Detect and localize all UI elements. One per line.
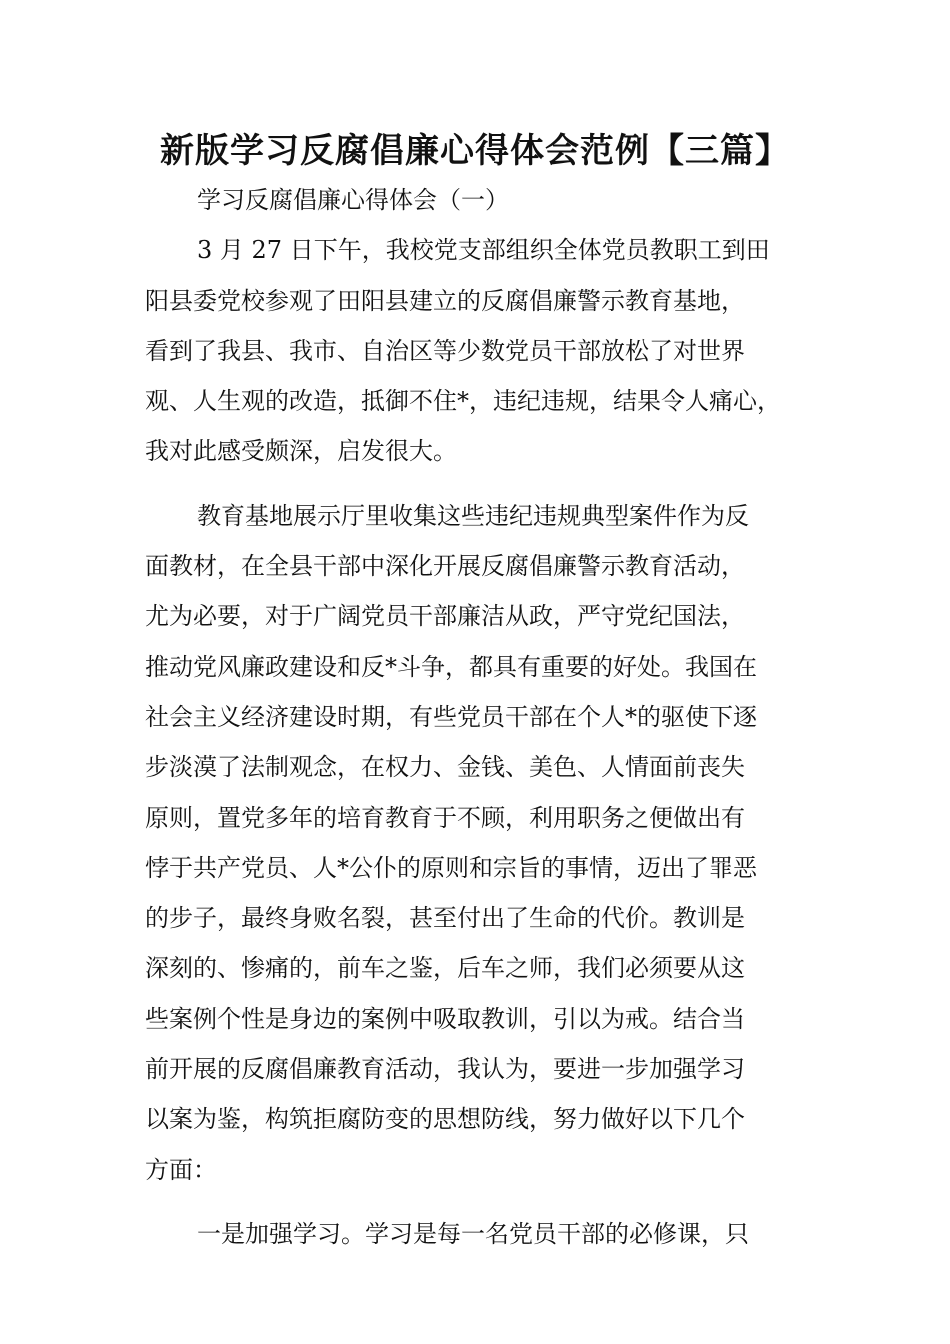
paragraph-line: 一是加强学习。学习是每一名党员干部的必修课，只 (197, 1219, 749, 1248)
paragraph-line: 面教材，在全县干部中深化开展反腐倡廉警示教育活动， (145, 552, 745, 581)
paragraph-line: 教育基地展示厅里收集这些违纪违规典型案件作为反 (197, 501, 749, 530)
paragraph-line: 尤为必要，对于广阔党员干部廉洁从政，严守党纪国法， (145, 602, 745, 631)
paragraph-line: 推动党风廉政建设和反*斗争，都具有重要的好处。我国在 (145, 652, 757, 681)
paragraph-line: 社会主义经济建设时期，有些党员干部在个人*的驱使下逐 (145, 702, 757, 731)
paragraph-2 (145, 491, 815, 1195)
paragraph-line: 深刻的、惨痛的，前车之鉴，后车之师，我们必须要从这 (145, 954, 745, 983)
paragraph-line: 我对此感受颇深，启发很大。 (145, 437, 457, 466)
paragraph-3 (145, 1209, 815, 1259)
paragraph-1 (145, 225, 815, 476)
paragraph-gap (145, 1195, 815, 1209)
document-title: 新版学习反腐倡廉心得体会范例【三篇】 (160, 131, 790, 171)
paragraph-line: 悖于共产党员、人*公仆的原则和宗旨的事情，迈出了罪恶 (145, 853, 757, 882)
paragraph-line: 些案例个性是身边的案例中吸取教训，引以为戒。结合当 (145, 1004, 745, 1033)
document-body (145, 175, 815, 1259)
paragraph-line: 看到了我县、我市、自治区等少数党员干部放松了对世界 (145, 336, 745, 365)
paragraph-gap (145, 477, 815, 491)
paragraph-line: 观、人生观的改造，抵御不住*，违纪违规，结果令人痛心， (145, 387, 781, 416)
paragraph-line: 以案为鉴，构筑拒腐防变的思想防线，努力做好以下几个 (145, 1105, 745, 1134)
paragraph-line: 的步子，最终身败名裂，甚至付出了生命的代价。教训是 (145, 904, 745, 933)
paragraph-line: 步淡漠了法制观念，在权力、金钱、美色、人情面前丧失 (145, 753, 745, 782)
paragraph-line: 原则，置党多年的培育教育于不顾，利用职务之便做出有 (145, 803, 745, 832)
paragraph-line: 方面： (145, 1155, 217, 1184)
paragraph-line: 阳县委党校参观了田阳县建立的反腐倡廉警示教育基地， (145, 286, 745, 315)
paragraph-line: 前开展的反腐倡廉教育活动，我认为，要进一步加强学习 (145, 1055, 745, 1084)
paragraph-line: 3 月 27 日下午，我校党支部组织全体党员教职工到田 (197, 236, 770, 265)
section-heading: 学习反腐倡廉心得体会（一） (197, 186, 509, 214)
